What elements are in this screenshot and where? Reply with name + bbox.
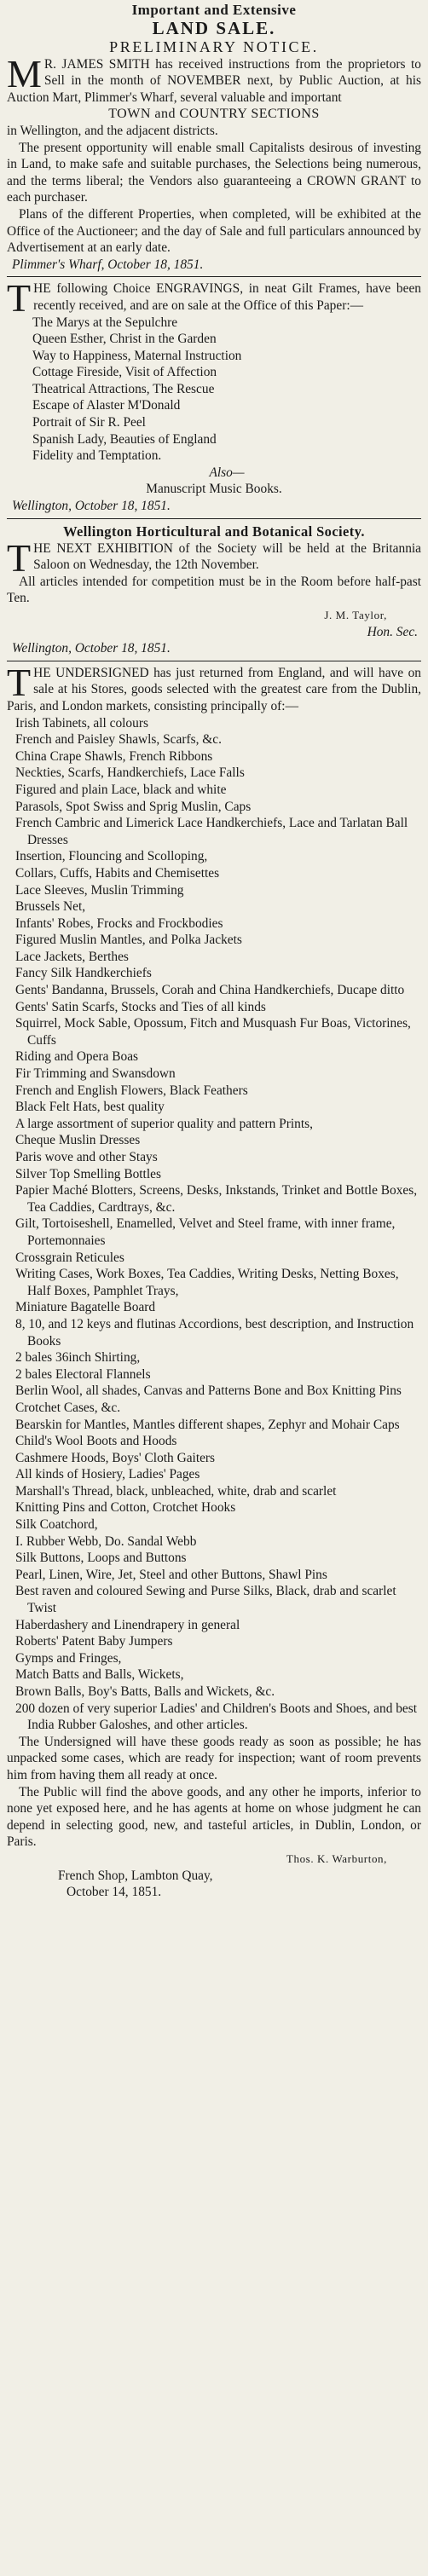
goods-item: Best raven and coloured Sewing and Purse Silks, Black, drab and scarlet Twist	[15, 1584, 396, 1616]
list-item: Queen Esther, Christ in the Garden	[32, 332, 217, 347]
goods-item: Silver Top Smelling Bottles	[15, 1166, 161, 1181]
goods-item: Miniature Bagatelle Board	[15, 1300, 156, 1315]
list-item: Fidelity and Temptation.	[32, 448, 162, 464]
also-label: Also—	[209, 465, 245, 480]
goods-item: Brown Balls, Boy's Batts, Balls and Wickets, &c.	[15, 1684, 275, 1699]
goods-item: Gymps and Fringes,	[15, 1650, 122, 1666]
address: French Shop, Lambton Quay,	[58, 1868, 213, 1883]
goods-item: Lace Sleeves, Muslin Trimming	[15, 882, 184, 898]
list-item: Spanish Lady, Beauties of England	[32, 431, 217, 447]
goods-item: Haberdashery and Linendrapery in general	[15, 1617, 240, 1632]
ad-paragraph: M R. JAMES SMITH has received instructions from the proprietors to Sell in the month of NOVEMBER next, by Public Auction, at his Auction Mart, Plimmer's Wharf, several valuable and important	[7, 51, 421, 105]
dateline: Plimmer's Wharf, October 18, 1851.	[12, 257, 204, 272]
goods-item: Crotchet Cases, &c.	[15, 1400, 121, 1415]
goods-item: Writing Cases, Work Boxes, Tea Caddies, Writing Desks, Netting Boxes, Half Boxes, Pamphlet Trays,	[15, 1267, 399, 1298]
ad-paragraph: The Undersigned will have these goods ready as soon as possible; he has unpacked some cases, which are ready for inspection; want of room prevents him from having them all ready at once.	[7, 1734, 421, 1782]
goods-item: China Crape Shawls, French Ribbons	[15, 748, 213, 764]
goods-item: Figured and plain Lace, black and white	[15, 782, 227, 797]
ad-paragraph: Plans of the different Properties, when completed, will be exhibited at the Office of the Auctioneer; and the day of Sale and full particulars announced by Advertisement at an early date.	[7, 206, 421, 256]
engravings-list	[7, 315, 421, 465]
goods-item: Pearl, Linen, Wire, Jet, Steel and other Buttons, Shawl Pins	[15, 1567, 327, 1582]
goods-item: Knitting Pins and Cotton, Crotchet Hooks	[15, 1500, 236, 1516]
goods-item: Paris wove and other Stays	[15, 1150, 158, 1164]
goods-item: French and Paisley Shawls, Scarfs, &c.	[15, 732, 222, 748]
signature: J. M. Taylor,	[324, 609, 387, 621]
divider	[7, 276, 421, 277]
goods-item: Match Batts and Balls, Wickets,	[15, 1667, 184, 1683]
ad-paragraph-end: in Wellington, and the adjacent districts.	[7, 123, 218, 138]
engravings-advertisement	[7, 280, 421, 514]
dateline: Wellington, October 18, 1851.	[12, 641, 171, 656]
goods-item: Infants' Robes, Frocks and Frockbodies	[15, 915, 223, 931]
goods-item: Collars, Cuffs, Habits and Chemisettes	[15, 865, 220, 881]
drop-cap: T	[7, 280, 32, 321]
goods-item: Brussels Net,	[15, 899, 86, 915]
drop-cap: T	[7, 664, 32, 704]
goods-item: Fir Trimming and Swansdown	[15, 1066, 176, 1082]
land-sale-advertisement	[7, 2, 421, 273]
goods-item: A large assortment of superior quality and pattern Prints,	[15, 1116, 313, 1131]
drop-cap: M	[7, 51, 42, 95]
goods-item: Silk Buttons, Loops and Buttons	[15, 1551, 187, 1566]
goods-item: Gilt, Tortoiseshell, Enamelled, Velvet and Steel frame, with inner frame, Portemonnaies	[15, 1216, 396, 1248]
goods-item: Squirrel, Mock Sable, Opossum, Fitch and Musquash Fur Boas, Victorines, Cuffs	[15, 1016, 411, 1048]
list-item: Cottage Fireside, Visit of Affection	[32, 365, 217, 380]
goods-list	[7, 715, 421, 1734]
list-item: Way to Happiness, Maternal Instruction	[32, 348, 242, 363]
notice-paragraph: THE NEXT EXHIBITION of the Society will be held at the Britannia Saloon on Wednesday, the 12th November.	[7, 535, 421, 580]
list-item: The Marys at the Sepulchre	[32, 315, 178, 330]
ad-paragraph: The present opportunity will enable small Capitalists desirous of investing in Land, to make safe and suitable purchases, the Selections being numerous, and the terms liberal; the Vendors also guaranteeing a CROWN GRANT to each purchaser.	[7, 140, 421, 205]
signature-title: Hon. Sec.	[367, 624, 418, 639]
goods-item: 200 dozen of very superior Ladies' and Children's Boots and Shoes, and best India Rubber Galoshes, and other articles.	[15, 1701, 418, 1733]
goods-item: French and English Flowers, Black Feathers	[15, 1083, 248, 1098]
list-item: Escape of Alaster M'Donald	[32, 398, 181, 413]
goods-item: I. Rubber Webb, Do. Sandal Webb	[15, 1533, 197, 1549]
goods-item: Marshall's Thread, black, unbleached, white, drab and scarlet	[15, 1483, 337, 1499]
goods-item: Cashmere Hoods, Boys' Cloth Gaiters	[15, 1450, 216, 1465]
ad-paragraph: THE following Choice ENGRAVINGS, in neat Gilt Frames, have been recently received, and are on sale at the Office of this Paper:—	[7, 280, 421, 321]
also-item: Manuscript Music Books.	[146, 482, 282, 497]
goods-item: Figured Muslin Mantles, and Polka Jackets	[15, 933, 242, 948]
list-item: Theatrical Attractions, The Rescue	[32, 381, 215, 396]
signature: Thos. K. Warburton,	[286, 1851, 387, 1865]
ad-heading: LAND SALE.	[152, 17, 276, 38]
drop-cap: T	[7, 535, 32, 580]
ad-paragraph: THE UNDERSIGNED has just returned from England, and will have on sale at his Stores, goods selected with the greatest care from the Dublin, Paris, and London markets, consisting principally of:—	[7, 664, 421, 713]
goods-item: Gents' Bandanna, Brussels, Corah and China Handkerchiefs, Ducape ditto	[15, 983, 405, 998]
goods-item: 2 bales Electoral Flannels	[15, 1366, 151, 1382]
date: October 14, 1851.	[67, 1885, 162, 1900]
dateline: Wellington, October 18, 1851.	[12, 499, 171, 514]
goods-item: Papier Maché Blotters, Screens, Desks, Inkstands, Trinket and Bottle Boxes, Tea Caddies, Cardtrays, &c.	[15, 1183, 418, 1215]
goods-item: Child's Wool Boots and Hoods	[15, 1434, 177, 1449]
sections-caption: TOWN and COUNTRY SECTIONS	[108, 107, 320, 122]
goods-item: Riding and Opera Boas	[15, 1049, 139, 1065]
goods-item: 8, 10, and 12 keys and flutinas Accordions, best description, and Instruction Books	[15, 1316, 414, 1349]
goods-item: All kinds of Hosiery, Ladies' Pages	[15, 1467, 200, 1482]
goods-item: Fancy Silk Handkerchiefs	[15, 966, 152, 981]
ad-paragraph: The Public will find the above goods, and any other he imports, inferior to none yet exposed here, and he has agents at home on whose judgment he can depend in selecting good, new, and tasteful articles, in Dublin, London, or Paris.	[7, 1784, 421, 1850]
goods-item: Crossgrain Reticules	[15, 1250, 124, 1265]
divider	[7, 518, 421, 519]
ad-subheading: Important and Extensive	[131, 2, 297, 18]
goods-item: Lace Jackets, Berthes	[15, 949, 129, 964]
goods-item: Black Felt Hats, best quality	[15, 1100, 165, 1115]
goods-item: Irish Tabinets, all colours	[15, 715, 148, 731]
society-heading: Wellington Horticultural and Botanical Society.	[63, 523, 365, 540]
goods-item: Insertion, Flouncing and Scolloping,	[15, 849, 208, 864]
notice-paragraph: All articles intended for competition must be in the Room before half-past Ten.	[7, 574, 421, 606]
goods-item: Silk Coatchord,	[15, 1517, 98, 1533]
horticultural-society-notice	[7, 523, 421, 657]
goods-item: Berlin Wool, all shades, Canvas and Patterns Bone and Box Knitting Pins	[15, 1383, 402, 1399]
list-item: Portrait of Sir R. Peel	[32, 415, 146, 430]
goods-item: Roberts' Patent Baby Jumpers	[15, 1634, 173, 1649]
newspaper-column	[7, 0, 421, 1901]
goods-item: Cheque Muslin Dresses	[15, 1133, 141, 1148]
goods-item: Gents' Satin Scarfs, Stocks and Ties of all kinds	[15, 999, 266, 1014]
goods-item: Neckties, Scarfs, Handkerchiefs, Lace Falls	[15, 765, 245, 781]
goods-item: Bearskin for Mantles, Mantles different shapes, Zephyr and Mohair Caps	[15, 1417, 400, 1432]
goods-advertisement	[7, 665, 421, 1901]
notice-heading: PRELIMINARY NOTICE.	[109, 38, 319, 55]
goods-item: 2 bales 36inch Shirting,	[15, 1350, 141, 1366]
goods-item: Parasols, Spot Swiss and Sprig Muslin, Caps	[15, 799, 252, 814]
goods-item: French Cambric and Limerick Lace Handkerchiefs, Lace and Tarlatan Ball Dresses	[15, 816, 408, 847]
